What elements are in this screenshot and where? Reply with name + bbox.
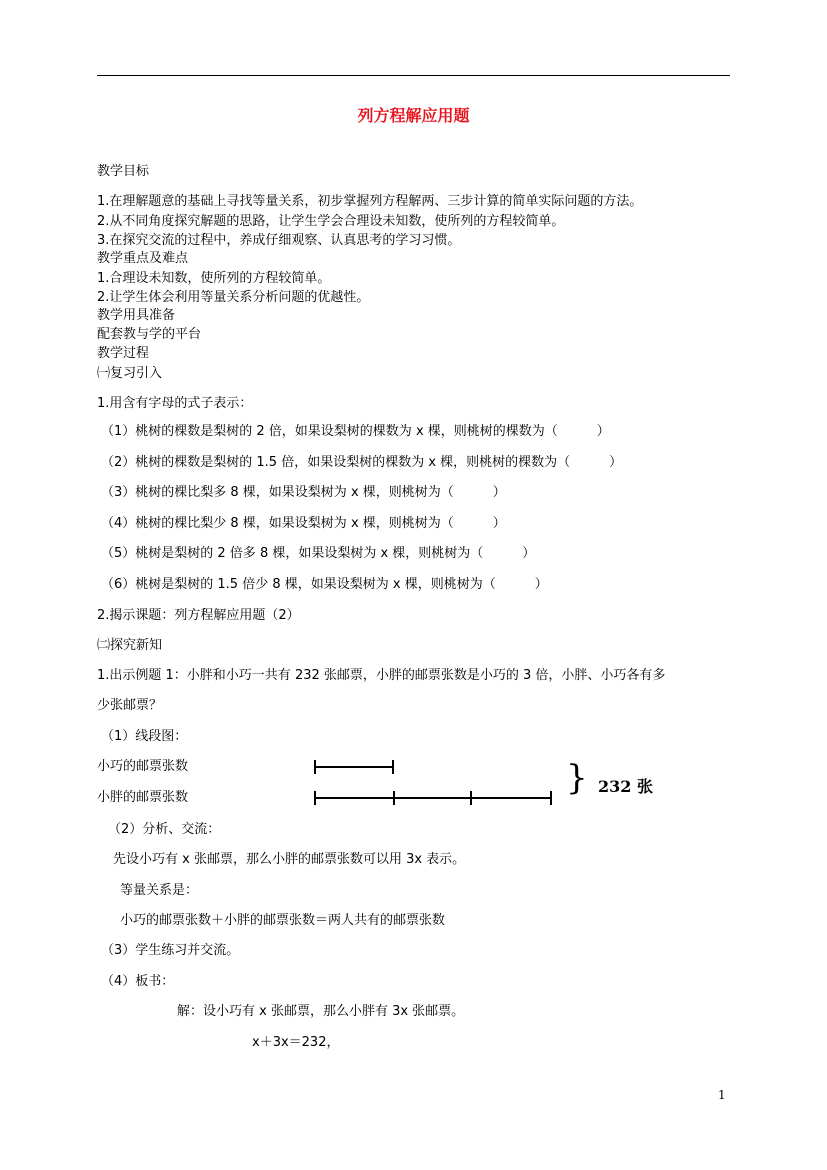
review-question-1: 1.用含有字母的式子表示：	[97, 396, 253, 411]
teaching-goals-heading: 教学目标	[97, 164, 150, 179]
key-point-item: 2.让学生体会利用等量关系分析问题的优越性。	[97, 290, 370, 305]
review-item: （6）桃树是梨树的 1.5 倍少 8 棵，如果设梨树为 x 棵，则桃树为（ ）	[101, 577, 548, 592]
right-brace-icon: }	[566, 758, 588, 798]
example-text: 少张邮票？	[97, 698, 163, 713]
materials-text: 配套教与学的平台	[97, 327, 202, 342]
key-point-item: 1.合理设未知数，使所列的方程较简单。	[97, 271, 331, 286]
review-item: （1）桃树的棵数是梨树的 2 倍，如果设梨树的棵数为 x 棵，则桃树的棵数为（ ）	[101, 424, 610, 439]
xiaopang-row-label: 小胖的邮票张数	[97, 790, 189, 805]
practice-text: （3）学生练习并交流。	[101, 943, 240, 958]
analysis-text: 先设小巧有 x 张邮票，那么小胖的邮票张数可以用 3x 表示。	[113, 852, 466, 867]
equation-text: x＋3x＝232，	[252, 1035, 340, 1050]
segment-tick	[314, 760, 316, 774]
diagram-label: （1）线段图：	[101, 729, 188, 744]
goal-item: 1.在理解题意的基础上寻找等量关系，初步掌握列方程解两、三步计算的简单实际问题的方法。	[97, 194, 643, 209]
segment-tick	[314, 791, 316, 805]
key-points-heading: 教学重点及难点	[97, 251, 189, 266]
xiaoqiao-row-label: 小巧的邮票张数	[97, 759, 189, 774]
review-item: （2）桃树的棵数是梨树的 1.5 倍，如果设梨树的棵数为 x 棵，则桃树的棵数为（ ）	[101, 455, 623, 470]
solution-text: 解：设小巧有 x 张邮票，那么小胖有 3x 张邮票。	[177, 1004, 465, 1019]
goal-item: 3.在探究交流的过程中，养成仔细观察、认真思考的学习习惯。	[97, 233, 461, 248]
segment-tick	[470, 791, 472, 805]
goal-item: 2.从不同角度探究解题的思路，让学生学会合理设未知数，使所列的方程较简单。	[97, 214, 565, 229]
review-item: （5）桃树是梨树的 2 倍多 8 棵，如果设梨树为 x 棵，则桃树为（ ）	[101, 546, 536, 561]
process-heading: 教学过程	[97, 346, 150, 361]
part2-heading: ㈡探究新知	[97, 638, 163, 653]
board-label: （4）板书：	[101, 974, 175, 989]
header-rule	[97, 75, 730, 76]
equality-text: 小巧的邮票张数＋小胖的邮票张数＝两人共有的邮票张数	[120, 913, 446, 928]
review-question-2: 2.揭示课题：列方程解应用题（2）	[97, 608, 300, 623]
equality-label: 等量关系是：	[120, 883, 199, 898]
segment-tick	[550, 791, 552, 805]
part1-heading: ㈠复习引入	[97, 366, 163, 381]
segment-tick	[393, 791, 395, 805]
analysis-label: （2）分析、交流：	[108, 822, 221, 837]
segment-tick	[392, 760, 394, 774]
review-item: （4）桃树的棵比梨少 8 棵，如果设梨树为 x 棵，则桃树为（ ）	[101, 516, 506, 531]
total-stamps-label: 232 张	[598, 777, 653, 796]
materials-heading: 教学用具准备	[97, 308, 176, 323]
review-item: （3）桃树的棵比梨多 8 棵，如果设梨树为 x 棵，则桃树为（ ）	[101, 485, 506, 500]
page-number: 1	[718, 1088, 726, 1102]
xiaopang-segment	[315, 797, 552, 799]
example-text: 1.出示例题 1：小胖和小巧一共有 232 张邮票，小胖的邮票张数是小巧的 3 倍，小胖、小巧各有多	[97, 668, 666, 683]
document-title: 列方程解应用题	[357, 106, 470, 125]
xiaoqiao-segment	[315, 766, 394, 768]
